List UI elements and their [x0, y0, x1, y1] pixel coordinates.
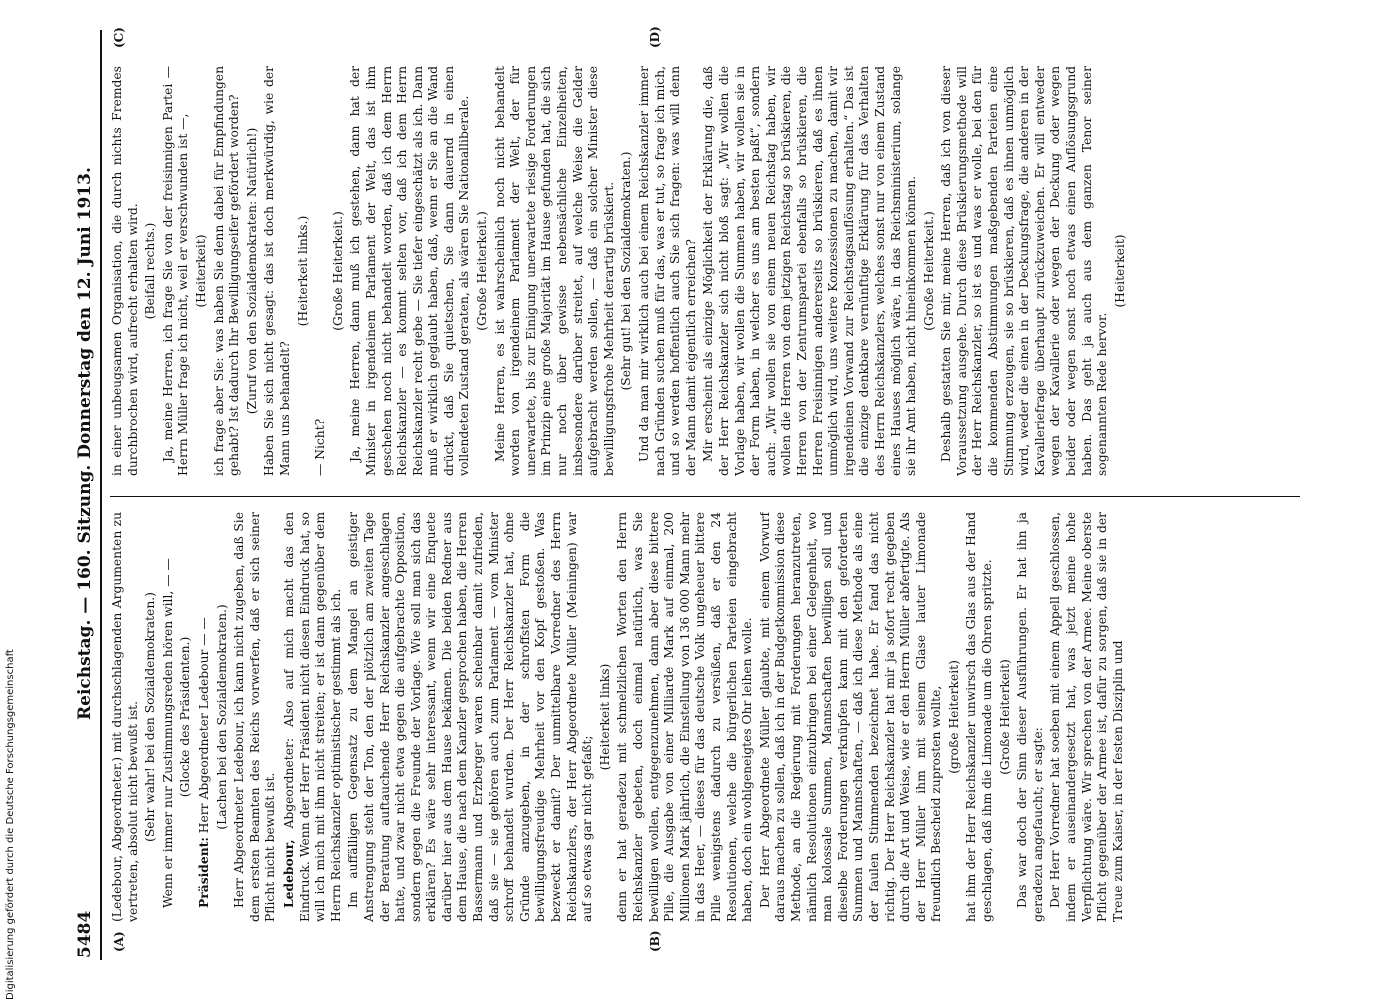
paragraph [637, 66, 699, 476]
interjection [998, 512, 1014, 922]
paragraph [493, 66, 618, 476]
paragraph-text: (Große Heiterkeit.) [330, 211, 345, 331]
paragraph-text: Meine Herren, es ist wahrscheinlich noch nicht behandelt worden von irgendeinem Parlament der Welt, der für unerwartete, bis zur Einigung unerwartete riesige Forderungen im Prinzip eine große Majorität im Hause gefunden hat, die sich nur noch über gewisse nebensächliche Einzelheiten, insbesondere darüber streitet, auf welche Weise die Gelder aufgebracht werden sollen, — daß ein solcher Minister diese bewilligungsfrohe Mehrheit derartig brüskiert. [492, 66, 616, 476]
paragraph-text: (Heiterkeit) [193, 234, 208, 308]
right-column [110, 66, 1310, 476]
left-column [110, 512, 1310, 922]
paragraph [196, 512, 213, 922]
paragraph-text: hat ihm der Herr Reichskanzler unwirsch das Glas aus der Hand geschlagen, daß ihm die Limonade um die Ohren spritzte. [964, 512, 995, 922]
interjection [143, 66, 159, 476]
interjection [143, 512, 159, 922]
paragraph [110, 512, 141, 922]
interjection [194, 66, 210, 476]
paragraph-text: Abgeordneter: Also auf mich macht das den Eindruck. Wenn der Herr Präsident nicht diesen Eindruck hat, so will ich mich mit ihm nicht streiten; er ist dann gegenüber dem Herrn Reichskanzler optimistischer gestimmt als ich. [281, 512, 343, 922]
paragraph-text: Ja, meine Herren, ich frage Sie von der freisinnigen Partei — Herrn Müller frage ich nicht, weil er verschwunden ist —, [160, 66, 191, 476]
paragraph-text: Deshalb gestatten Sie mir, meine Herren, daß ich von dieser Voraussetzung ausgehe. Durch diese Brüskierungsmethode will der Herr Reichskanzler, so ist es und was er wolle, bei den für die kommenden Abstimmungen maßgebenden Parteien eine Stimmung erzeugen, sie so brüskieren, daß es ihnen unmöglich wird, weder die einen in der Deckungsfrage, die anderen in der Kavalleriefrage überhaupt zurückzuweichen. Er will entweder wegen der Kavallerie oder wegen der Deckung oder wegen beider oder wegen sonst noch etwas einen Auflösungsgrund haben. Das geht ja auch aus dem ganzen Tenor seiner sogenannten Rede hervor. [939, 66, 1110, 476]
paragraph-text: Herr Abgeordneter Ledebour — — [196, 617, 211, 834]
paragraph-text: Wenn er immer nur Zustimmungsreden hören will, — — [160, 558, 175, 908]
paragraph-text: (Ledebour, Abgeordneter.) mit durchschlagenden Argumenten zu vertreten, absolut nicht bewußt ist. [110, 512, 140, 922]
paragraph [110, 66, 141, 476]
paragraph-text: Das war doch der Sinn dieser Ausführungen. Er hat ihn ja geradezu angefaucht; er sagte: [1015, 512, 1045, 922]
interjection [475, 66, 491, 476]
paragraph-text: (Heiterkeit) [1112, 234, 1127, 308]
paragraph-text: (Beifall rechts.) [143, 222, 158, 320]
paragraph-text: in einer unbeugsamen Organisation, die durch nichts Fremdes durchbrochen wird, aufrecht erhalten wird. [110, 66, 140, 476]
paragraph [348, 66, 473, 476]
paragraph [313, 66, 329, 476]
paragraph [232, 512, 279, 922]
paragraph [161, 512, 177, 922]
paragraph [758, 512, 945, 922]
paragraph-text: Der Herr Abgeordnete Müller glaubte, mit einem Vorwurf daraus machen zu sollen, daß ich in der Budgetkommission diese Methode, an die Regierung mit Forderungen heranzutreten, nämlich Resolutionen einzubringen bei einer Gelegenheit, wo man kolossale Summen, Mannschaften bewilligen soll und dieselbe Forderungen verknüpfen kann mit den geforderten Summen und Mannschaften, — daß ich diese Methode als eine der faulen Stimmenden bezeichnet habe. Er fand das nicht richtig. Der Herr Reichskanzler hat mir ja sofort recht gegeben durch die Art und Weise, wie er den Herrn Müller abfertigte. Als der Herr Müller ihm mit seinem Glase lauter Limonade freundlich Bescheid zuprosten wollte, [757, 512, 944, 922]
paragraph-text: Mir erscheint als einzige Möglichkeit der Erklärung die, daß der Herr Reichskanzler sich nicht bloß sagt: „Wir wollen die Vorlage haben, wir wollen die Summen haben, wir wollen sie in der Form haben, in welcher es uns am besten paßt“, sondern auch: „Wir wollen sie von einem neuen Reichstag haben, wir wollen die Herren von dem jetzigen Reichstag so brüskieren, die Herren von der Zentrumspartei ebenfalls so brüskieren, die Herren Freisinnigen andererseits so brüskieren, daß es ihnen unmöglich wird, uns weitere Konzessionen zu machen, damit wir irgendeinen Vorwand zur Reichstagsauflösung erhalten.“ Das ist die einzige denkbare vernünftige Erklärung für das Verhalten des Herrn Reichskanzlers, welches sonst nur von einem Zustand eines Hauses möglich wäre, in das Reichsministerium, solange sie ihr Amt haben, nicht hineinkommen können. [701, 66, 919, 476]
paragraph-text: (Große Heiterkeit.) [475, 211, 490, 331]
paragraph-text: (Große Heiterkeit) [997, 659, 1012, 775]
paragraph [281, 512, 344, 922]
paragraph-text: Und da man mir wirklich auch bei einem Reichskanzler immer nach Gründen suchen muß für das, was er tut, so frage ich mich, und so werden hoffentlich auch Sie sich fragen: was will denn der Mann damit eigentlich erreichen? [637, 66, 698, 476]
paragraph-text: (große Heiterkeit) [946, 660, 961, 774]
column-divider [110, 496, 1300, 497]
page-header [72, 30, 102, 960]
margin-marker-a: (A) [112, 931, 126, 952]
margin-marker-c: (C) [112, 27, 126, 48]
paragraph-text: (Große Heiterkeit.) [921, 211, 936, 331]
interjection [922, 66, 938, 476]
paragraph [964, 512, 995, 922]
paragraph [1015, 512, 1046, 922]
paragraph [615, 512, 755, 922]
paragraph-text: (Sehr gut! bei den Sozialdemokraten.) [619, 151, 634, 391]
margin-marker-d: (D) [648, 26, 662, 48]
paragraph-text: (Heiterkeit links.) [295, 215, 310, 327]
paragraph-text: Herr Abgeordneter Ledebour, ich kann nicht zugeben, daß Sie dem ersten Beamten des Reichs vorwerfen, daß er sich seiner Pflicht nicht bewußt ist. [232, 512, 278, 922]
paragraph [262, 66, 293, 476]
paragraph-text: Der Herr Vorredner hat soeben mit einem Appell geschlossen, indem er auseinandergesetzt hat, was jetzt meine hohe Verpflichtung wäre. Wir sprechen von der Armee. Meine oberste Pflicht gegenüber der Armee ist, dafür zu sorgen, daß sie in der Treue zum Kaiser, in der festen Disziplin und [1048, 512, 1125, 922]
paragraph-text: (Heiterkeit links) [597, 663, 612, 771]
paragraph [1048, 512, 1126, 922]
speaker-name: Ledebour, [280, 839, 296, 908]
page-title: Reichstag. — 160. Sitzung. Donnerstag den 12. Juni 1913. [75, 167, 95, 720]
paragraph-text: Im auffälligen Gegensatz zu dem Mangel an geistiger Anstrengung steht der Ton, den der plötzlich am zweiten Tage der Beratung auftauchende Herr Reichskanzler angeschlagen hatte, und zwar nicht etwa gegen die aufgebrachte Opposition, sondern gegen die Freunde der Vorlage. Wie soll man sich das erklären? Es wäre sehr interessant, wenn wir eine Enquete darüber hier aus dem Hause bekämen. Die beiden Redner aus dem Hause, die nach dem Kanzler gesprochen haben, die Herren Bassermann und Erzberger waren scheinbar damit zufrieden, daß sie — sie gehören auch zum Parlament — vom Minister schroff behandelt wurden. Der Herr Reichskanzler hat, ohne Gründe anzugeben, in der schroffsten Form die bewilligungsfreudige Mehrheit vor den Kopf gestoßen. Was bezweckt er damit? Der unmittelbare Vorredner des Herrn Reichskanzlers, der Herr Abgeordnete Müller (Meiningen) war auf so etwas gar nicht gefaßt; [346, 512, 595, 922]
paragraph-text: Ja, meine Herren, dann muß ich gestehen, dann hat der Minister in irgendeinem Parlament der Welt, das ist ihm geschehen noch nicht behandelt worden, daß ich dem Herrn Reichskanzler — es kommt selten vor, daß ich dem Herrn Reichskanzler recht gebe — Sie tiefer eingeschätzt als ich. Dann muß er wirklich geglaubt haben, daß, wenn er Sie an die Wand drückt, daß Sie quietschen, Sie dann dauernd in einen vollendeten Zustand geraten, als wären Sie Nationalliberale. [348, 66, 472, 476]
paragraph-text: (Glocke des Präsidenten.) [178, 636, 193, 798]
paragraph [939, 66, 1111, 476]
interjection [947, 512, 963, 922]
paragraph-text: denn er hat geradezu mit schmelzlichen Worten den Herrn Reichskanzler gebeten, doch einmal natürlich, was Sie bewilligen wollen, entgegenzunehmen, dann aber diese bittere Pille, die Ausgabe von einer Milliarde Mark auf einmal, 200 Millionen Mark jährlich, die Einstellung von 136 000 Mann mehr in das Heer, — dieses für das deutsche Volk ungeheuer bittere Pille wenigstens dadurch zu versüßen, daß er den 24 Resolutionen, welche die bürgerlichen Parteien eingebracht haben, doch ein wohlgeneigtes Ohr leihen wolle. [615, 512, 755, 922]
interjection [619, 66, 635, 476]
interjection [598, 512, 614, 922]
interjection [178, 512, 194, 922]
paragraph-text: (Zuruf von den Sozialdemokraten: Natürlich!) [244, 127, 259, 415]
paragraph-text: ich frage aber Sie: was haben Sie denn dabei für Empfindungen gehabt? Ist dadurch Ihr Bewilligungseifer gefördert worden? [211, 66, 242, 476]
paragraph [346, 512, 596, 922]
interjection [296, 66, 312, 476]
paragraph [701, 66, 919, 476]
paragraph [212, 66, 243, 476]
paragraph-text: (Lachen bei den Sozialdemokraten.) [214, 604, 229, 830]
interjection [331, 66, 347, 476]
page-number: 5484 [75, 910, 95, 958]
interjection [215, 512, 231, 922]
paragraph-text: — Nicht? [313, 418, 328, 476]
digitization-note: Digitalisierung gefördert durch die Deutsche Forschungsgemeinschaft [5, 649, 16, 1000]
paragraph-text: (Sehr wahr! bei den Sozialdemokraten.) [143, 592, 158, 842]
paragraph-text: Haben Sie sich nicht gesagt: das ist doch merkwürdig, wie der Mann uns behandelt? [262, 66, 292, 476]
paragraph [161, 66, 192, 476]
interjection [1113, 66, 1129, 476]
interjection [245, 66, 261, 476]
margin-marker-b: (B) [648, 930, 662, 952]
speaker-name: Präsident: [195, 837, 211, 908]
